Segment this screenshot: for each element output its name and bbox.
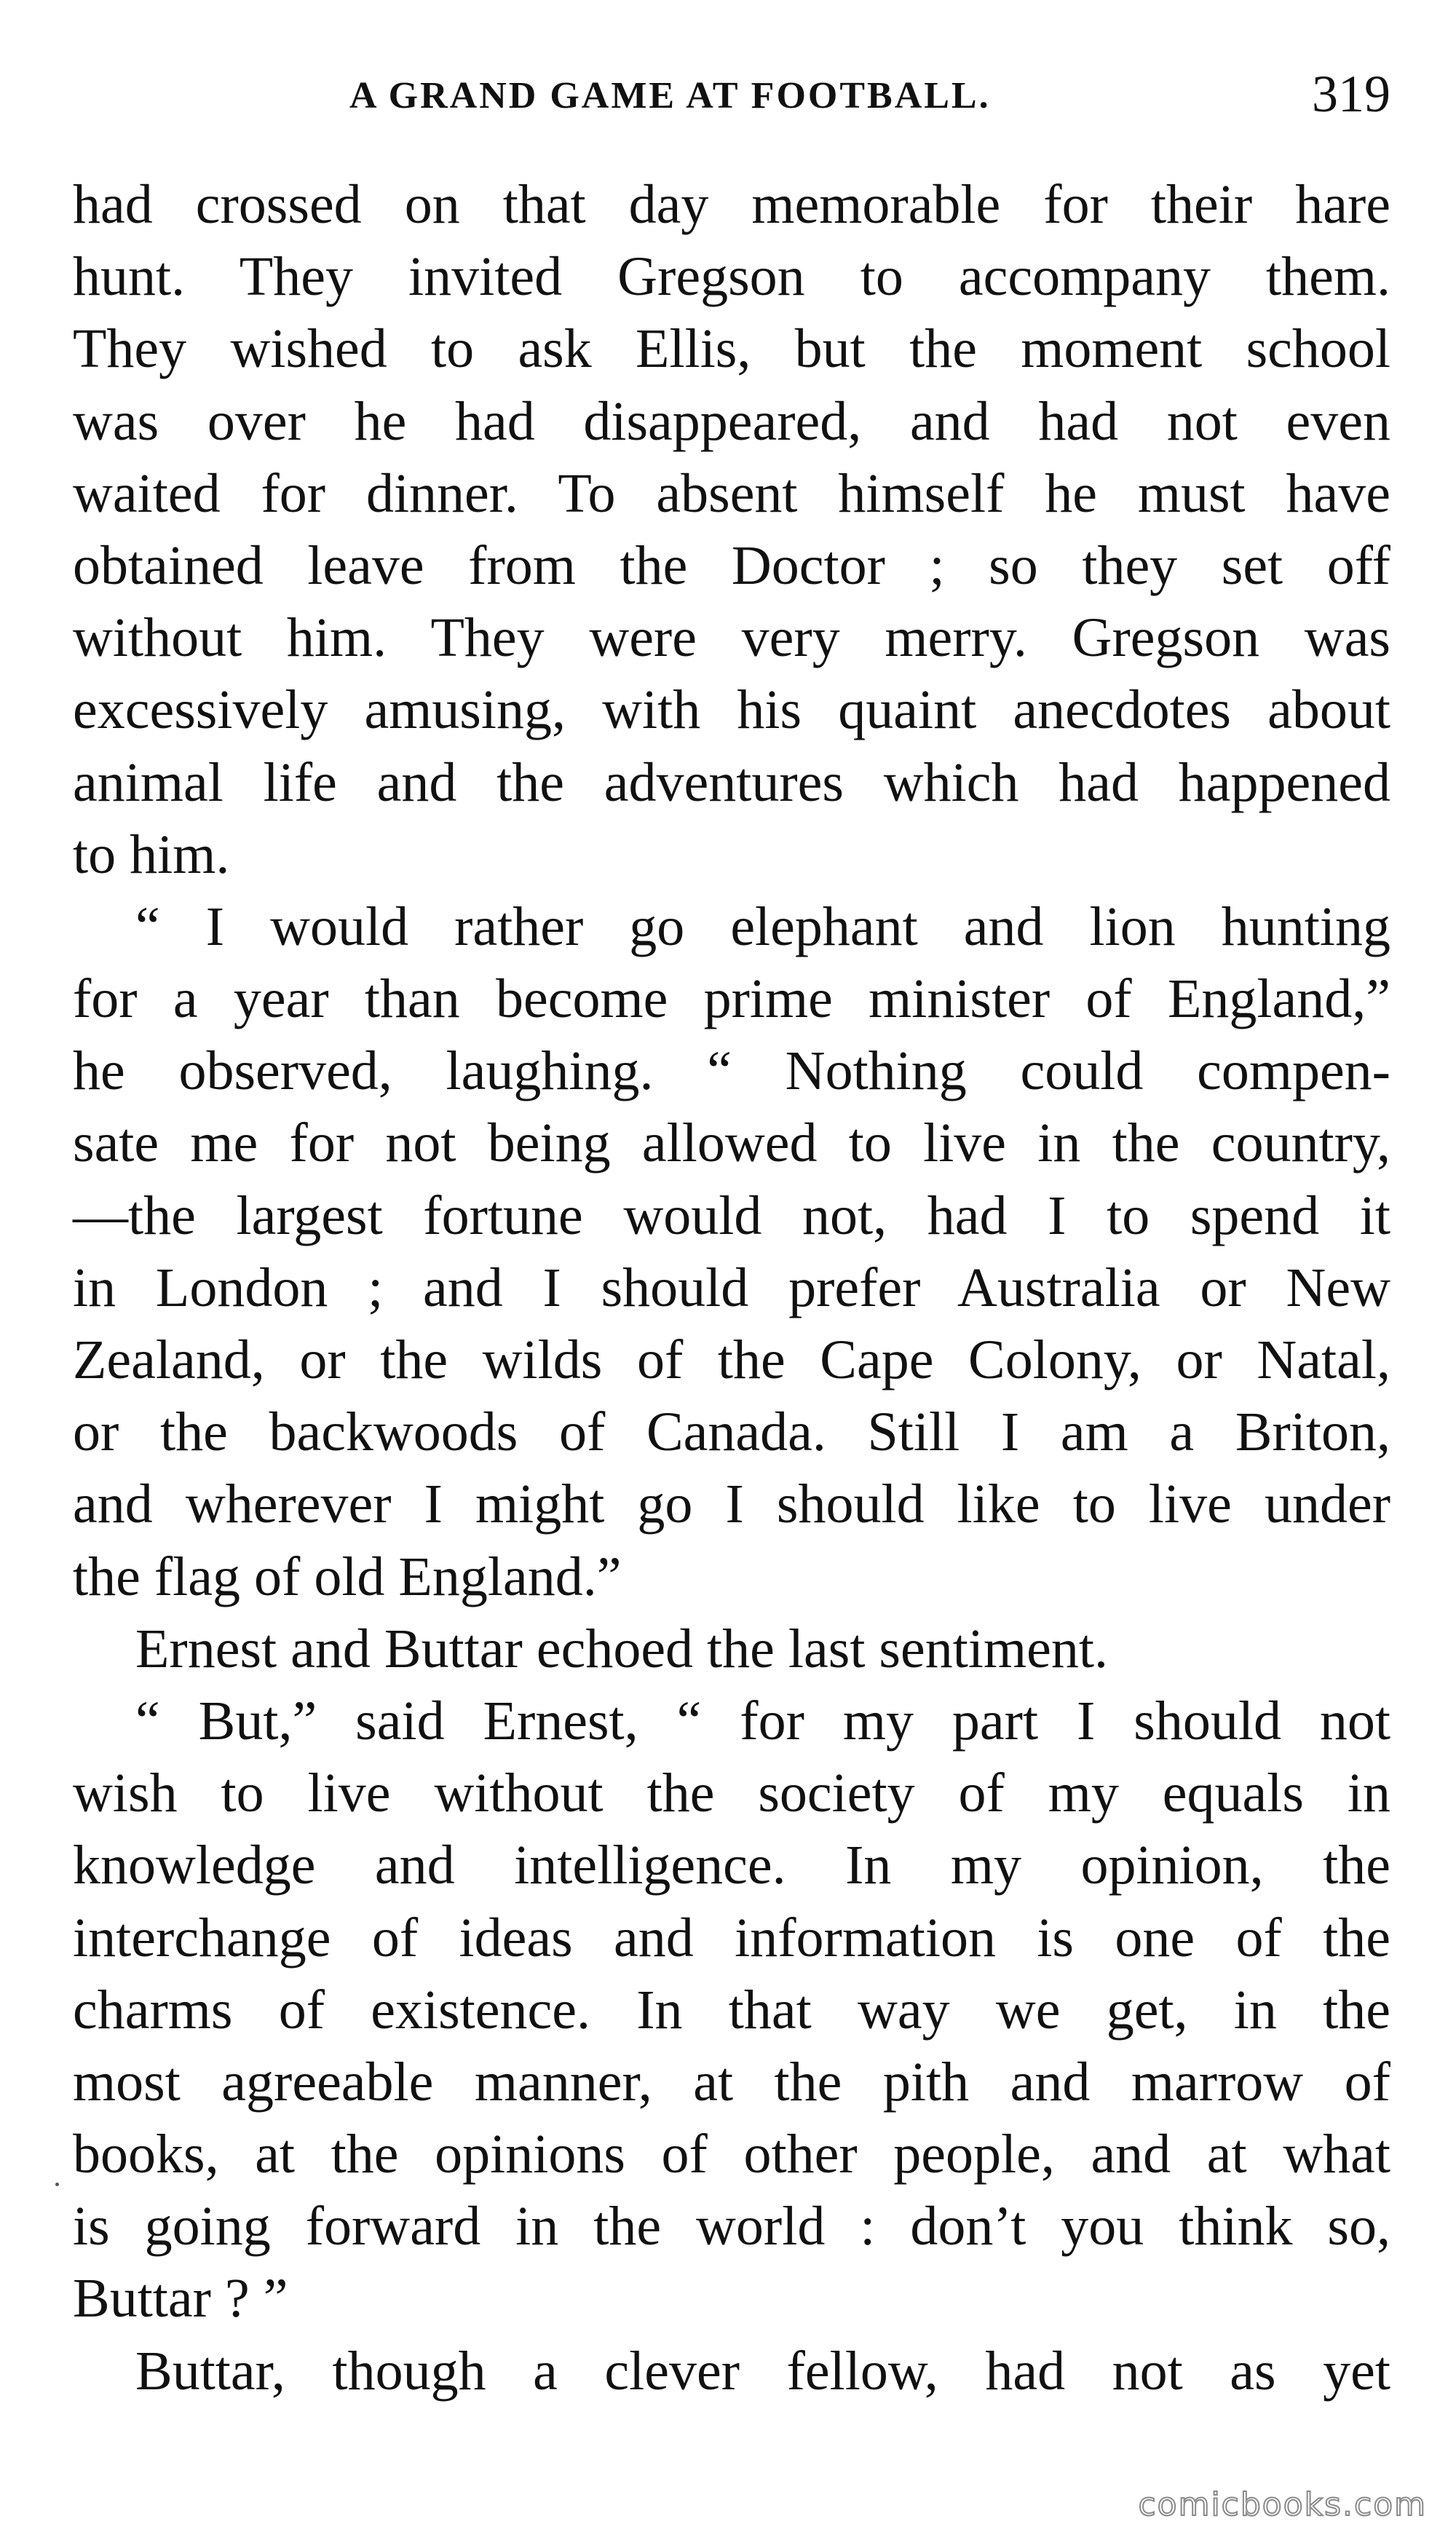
text-line: or the backwoods of Canada. Still I am a Briton, — [73, 1401, 1390, 1463]
text-line: obtained leave from the Doctor ; so they set off — [73, 534, 1390, 596]
text-line: knowledge and intelligence. In my opinion, the — [73, 1835, 1390, 1896]
text-line: Ernest and Buttar echoed the last sentiment. — [135, 1618, 1108, 1680]
watermark: comicbooks.com — [1138, 2486, 1427, 2523]
text-line: —the largest fortune would not, had I to spend it — [73, 1184, 1390, 1246]
text-line: he observed, laughing. “ Nothing could compen- — [73, 1040, 1390, 1102]
text-line: They wished to ask Ellis, but the moment school — [73, 318, 1390, 380]
text-line: animal life and the adventures which had happened — [73, 751, 1390, 813]
text-line: waited for dinner. To absent himself he must have — [73, 462, 1390, 524]
text-line: books, at the opinions of other people, and at what — [73, 2124, 1390, 2185]
stray-ink-mark — [55, 2183, 59, 2186]
text-line: most agreeable manner, at the pith and marrow of — [73, 2051, 1390, 2113]
running-head — [73, 64, 1390, 122]
page-number: 319 — [1312, 65, 1390, 123]
text-line: without him. They were very merry. Gregson was — [73, 607, 1390, 669]
text-line: was over he had disappeared, and had not even — [73, 390, 1390, 452]
text-line: sate me for not being allowed to live in the country, — [73, 1112, 1390, 1174]
text-line: Buttar, though a clever fellow, had not as yet — [135, 2340, 1390, 2402]
text-line: excessively amusing, with his quaint anecdotes about — [73, 679, 1390, 741]
text-line: and wherever I might go I should like to live under — [73, 1473, 1390, 1535]
text-line: “ I would rather go elephant and lion hunting — [135, 895, 1390, 957]
text-line: “ But,” said Ernest, “ for my part I should not — [135, 1690, 1390, 1752]
text-line: had crossed on that day memorable for their hare — [73, 174, 1390, 235]
text-line: wish to live without the society of my equals in — [73, 1762, 1390, 1824]
text-line: charms of existence. In that way we get, in the — [73, 1979, 1390, 2041]
running-title: A GRAND GAME AT FOOTBALL. — [349, 75, 991, 116]
text-line: to him. — [73, 823, 230, 885]
text-line: the flag of old England.” — [73, 1546, 622, 1607]
text-line: Zealand, or the wilds of the Cape Colony, or Natal, — [73, 1329, 1390, 1390]
text-line: for a year than become prime minister of England,” — [73, 968, 1390, 1030]
text-line: in London ; and I should prefer Australia or New — [73, 1257, 1390, 1318]
text-line: hunt. They invited Gregson to accompany them. — [73, 246, 1390, 308]
text-line: Buttar ? ” — [73, 2268, 288, 2330]
body-text — [73, 169, 1390, 2408]
text-line: interchange of ideas and information is one of the — [73, 1907, 1390, 1969]
text-line: is going forward in the world : don’t you think so, — [73, 2196, 1390, 2258]
